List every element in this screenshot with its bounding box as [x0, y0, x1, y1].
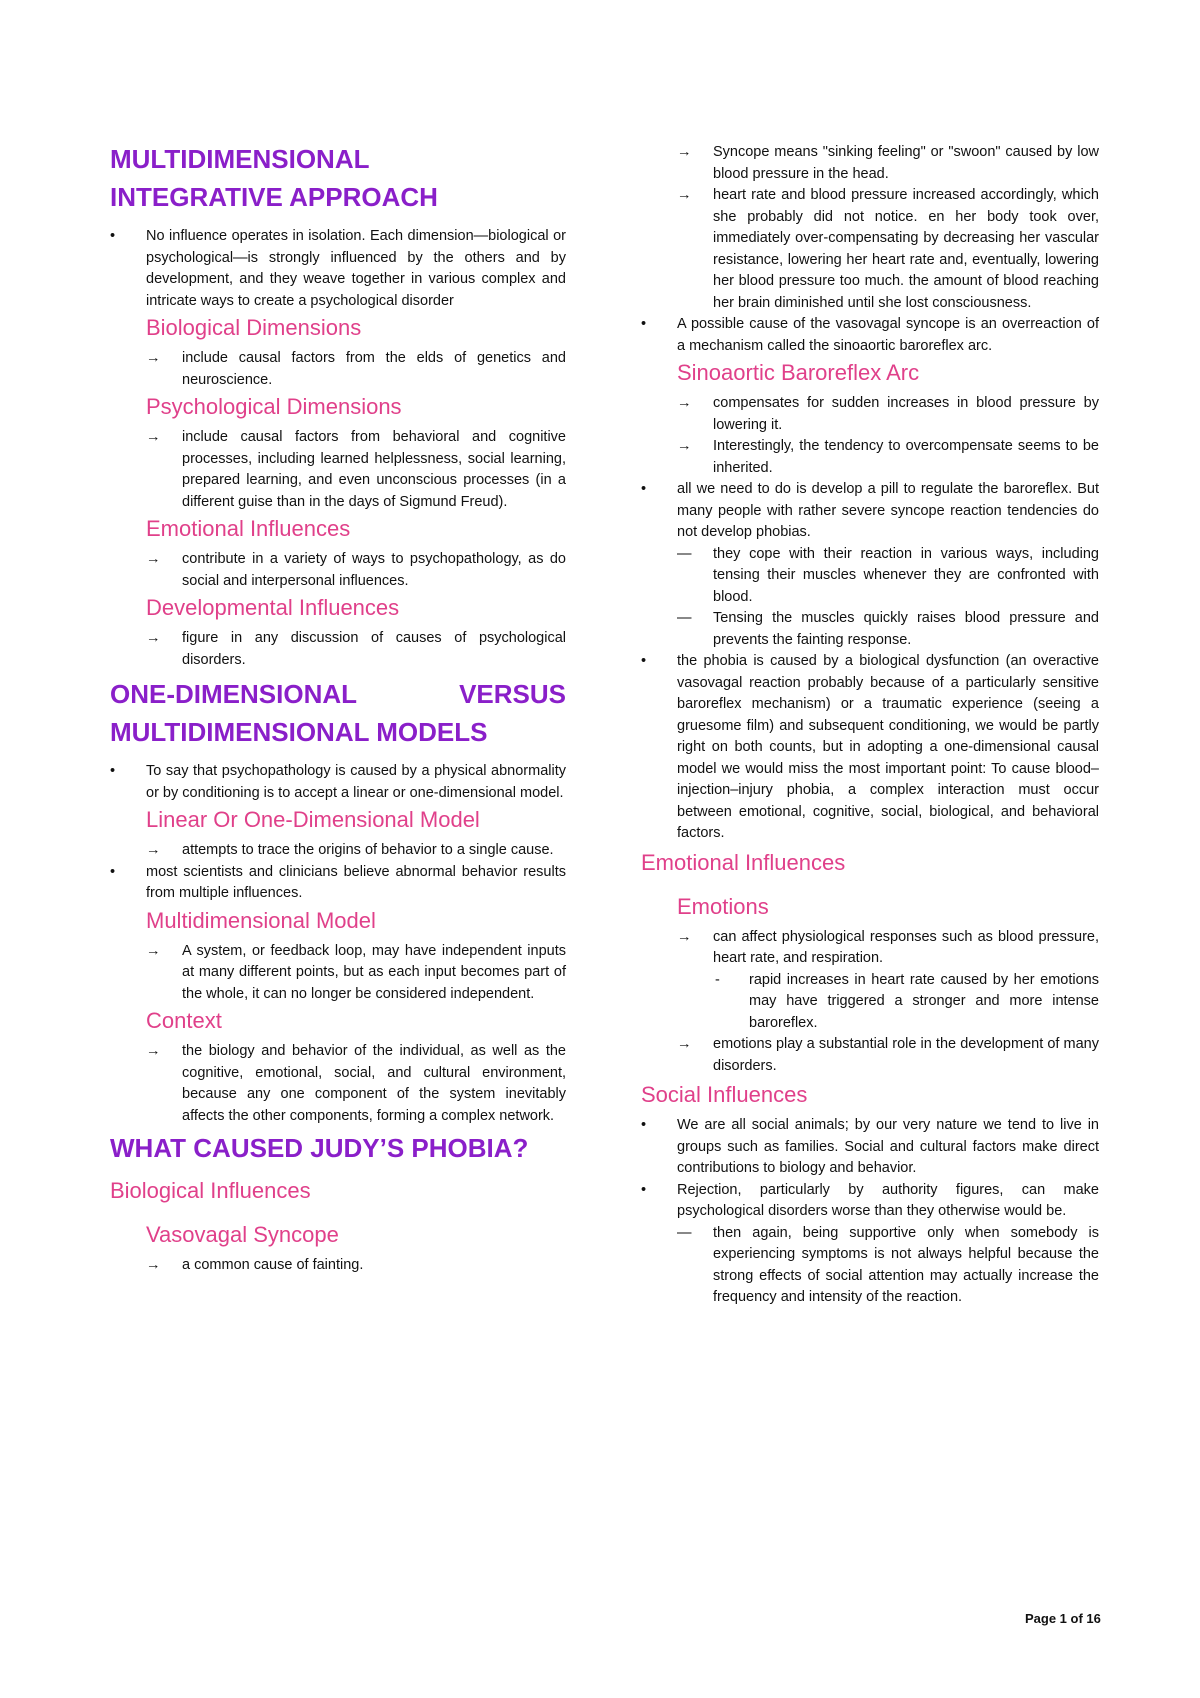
arrow-marker: → [146, 429, 161, 445]
arrow-marker: → [146, 1257, 161, 1273]
list-item: → A system, or feedback loop, may have independent inputs at many different points, but as each input becomes part of the whole, it can no longer be considered independent. [146, 942, 566, 1002]
heading-emotional-influences: Emotional Influences [146, 516, 351, 541]
bullet-marker: • [110, 863, 116, 880]
list-item: → can affect physiological responses such as blood pressure, heart rate, and respiration. [677, 928, 1099, 966]
arrow-marker: → [146, 942, 161, 959]
list-item: • A possible cause of the vasovagal syncope is an overreaction of a mechanism called the sinoaortic baroreflex arc. [641, 316, 1099, 354]
bullet-marker: • [641, 653, 647, 669]
heading-emotional-influences-right: Emotional Influences [641, 849, 846, 875]
heading-biological-dimensions: Biological Dimensions [146, 315, 362, 340]
arrow-marker: → [146, 350, 161, 366]
arrow-marker: → [146, 551, 161, 567]
heading-emotions: Emotions [677, 893, 769, 919]
list-item: → Interestingly, the tendency to overcompensate seems to be inherited. [677, 438, 1099, 476]
list-item: • We are all social animals; by our very nature we tend to live in groups such as families. Social and cultural factors make direct contributions to biology and behavior. [641, 1117, 1099, 1176]
right-column [641, 142, 1099, 1309]
list-item: — then again, being supportive only when somebody is experiencing symptoms is not always helpful because the strong effects of social attention may actually increase the frequency and intensity of the reaction. [677, 1224, 1099, 1305]
bullet-marker: • [110, 763, 116, 779]
list-item: → contribute in a variety of ways to psychopathology, as do social and interpersonal influences. [146, 551, 566, 589]
list-item: • the phobia is caused by a biological dysfunction (an overactive vasovagal reaction probably because of a particularly sensitive baroreflex mechanism) or a traumatic experience (seeing a gruesome film) and subsequent conditioning, we would be partly right on both counts, but in adopting a one-dimensional causal model we would miss the most important point: To cause blood–injection–injury phobia, a complex interaction must occur between emotional, cognitive, social, biological, and behavioral factors. [641, 653, 1099, 841]
dash-marker: — [677, 545, 692, 562]
bullet-marker: • [110, 228, 116, 244]
bullet-marker: • [641, 316, 647, 332]
heading-multidimensional-model: Multidimensional Model [146, 907, 376, 933]
heading-multidimensional-approach: MULTIDIMENSIONAL INTEGRATIVE APPROACH [110, 144, 438, 212]
arrow-marker: → [677, 144, 692, 160]
heading-psychological-dimensions: Psychological Dimensions [146, 394, 402, 419]
list-item: → figure in any discussion of causes of psychological disorders. [146, 630, 566, 668]
left-column [110, 140, 566, 1277]
arrow-marker: → [677, 1036, 692, 1052]
arrow-marker: → [677, 928, 692, 945]
arrow-marker: → [146, 1043, 161, 1059]
sub-marker: - [715, 971, 720, 988]
heading-context: Context [146, 1008, 222, 1033]
arrow-marker: → [146, 630, 161, 646]
heading-one-dimensional-versus: ONE-DIMENSIONAL VERSUS [110, 679, 566, 709]
list-item: → compensates for sudden increases in blood pressure by lowering it. [677, 395, 1099, 433]
list-item: → emotions play a substantial role in the development of many disorders. [677, 1036, 1099, 1074]
list-item: • all we need to do is develop a pill to regulate the baroreflex. But many people with rather severe syncope reaction tendencies do not develop phobias. [641, 481, 1099, 540]
arrow-marker: → [677, 187, 692, 203]
heading-multidimensional-models: MULTIDIMENSIONAL MODELS [110, 717, 488, 747]
arrow-marker: → [677, 438, 692, 454]
list-item: → include causal factors from behavioral and cognitive processes, including learned helplessness, social learning, prepared learning, and even unconscious processes (in a different guise than in the days of Sigmund Freud). [146, 429, 566, 510]
heading-vasovagal-syncope: Vasovagal Syncope [146, 1222, 339, 1247]
arrow-marker: → [677, 395, 692, 411]
list-item: → include causal factors from the elds of genetics and neuroscience. [146, 350, 566, 388]
list-item: → Syncope means "sinking feeling" or "swoon" caused by low blood pressure in the head. [677, 144, 1099, 182]
list-item: — Tensing the muscles quickly raises blood pressure and prevents the fainting response. [677, 610, 1099, 648]
list-item: • Rejection, particularly by authority figures, can make psychological disorders worse than they otherwise would be. [641, 1181, 1099, 1219]
list-item: → a common cause of fainting. [110, 1255, 566, 1277]
heading-linear-model: Linear Or One-Dimensional Model [146, 807, 480, 832]
bullet-marker: • [641, 1181, 647, 1198]
list-item: • most scientists and clinicians believe abnormal behavior results from multiple influences. [110, 863, 566, 901]
arrow-marker: → [146, 842, 161, 858]
list-item: → the biology and behavior of the individual, as well as the cognitive, emotional, social, and cultural environment, because any one component of the system inevitably affects the other components, forming a complex network. [146, 1043, 566, 1124]
dash-marker: — [677, 610, 692, 626]
list-item: - rapid increases in heart rate caused by her emotions may have triggered a stronger and more intense baroreflex. [715, 971, 1099, 1031]
heading-developmental-influences: Developmental Influences [146, 595, 400, 620]
bullet-marker: • [641, 481, 647, 497]
list-item: → heart rate and blood pressure increased accordingly, which she probably did not notice. en her body took over, immediately over-compensating by decreasing her vascular resistance, lowering her heart rate and, eventually, lowering her blood pressure too much. the amount of blood reaching her brain diminished until she lost consciousness. [677, 187, 1099, 311]
heading-biological-influences: Biological Influences [110, 1178, 311, 1203]
list-item: • To say that psychopathology is caused by a physical abnormality or by conditioning is to accept a linear or one-dimensional model. [110, 763, 566, 801]
heading-sinoaortic-baroreflex-arc: Sinoaortic Baroreflex Arc [677, 360, 920, 385]
dash-marker: — [677, 1224, 692, 1241]
bullet-marker: • [641, 1117, 647, 1133]
heading-social-influences: Social Influences [641, 1082, 808, 1107]
list-item: → attempts to trace the origins of behavior to a single cause. [110, 840, 566, 862]
heading-judys-phobia: WHAT CAUSED JUDY’S PHOBIA? [110, 1133, 529, 1163]
page-number: Page 1 of 16 [1025, 1611, 1101, 1626]
list-item: • No influence operates in isolation. Each dimension—biological or psychological—is strongly influenced by the others and by development, and they weave together in various complex and intricate ways to create a psychological disorder [110, 228, 566, 309]
list-item: — they cope with their reaction in various ways, including tensing their muscles whenever they are confronted with blood. [677, 545, 1099, 605]
